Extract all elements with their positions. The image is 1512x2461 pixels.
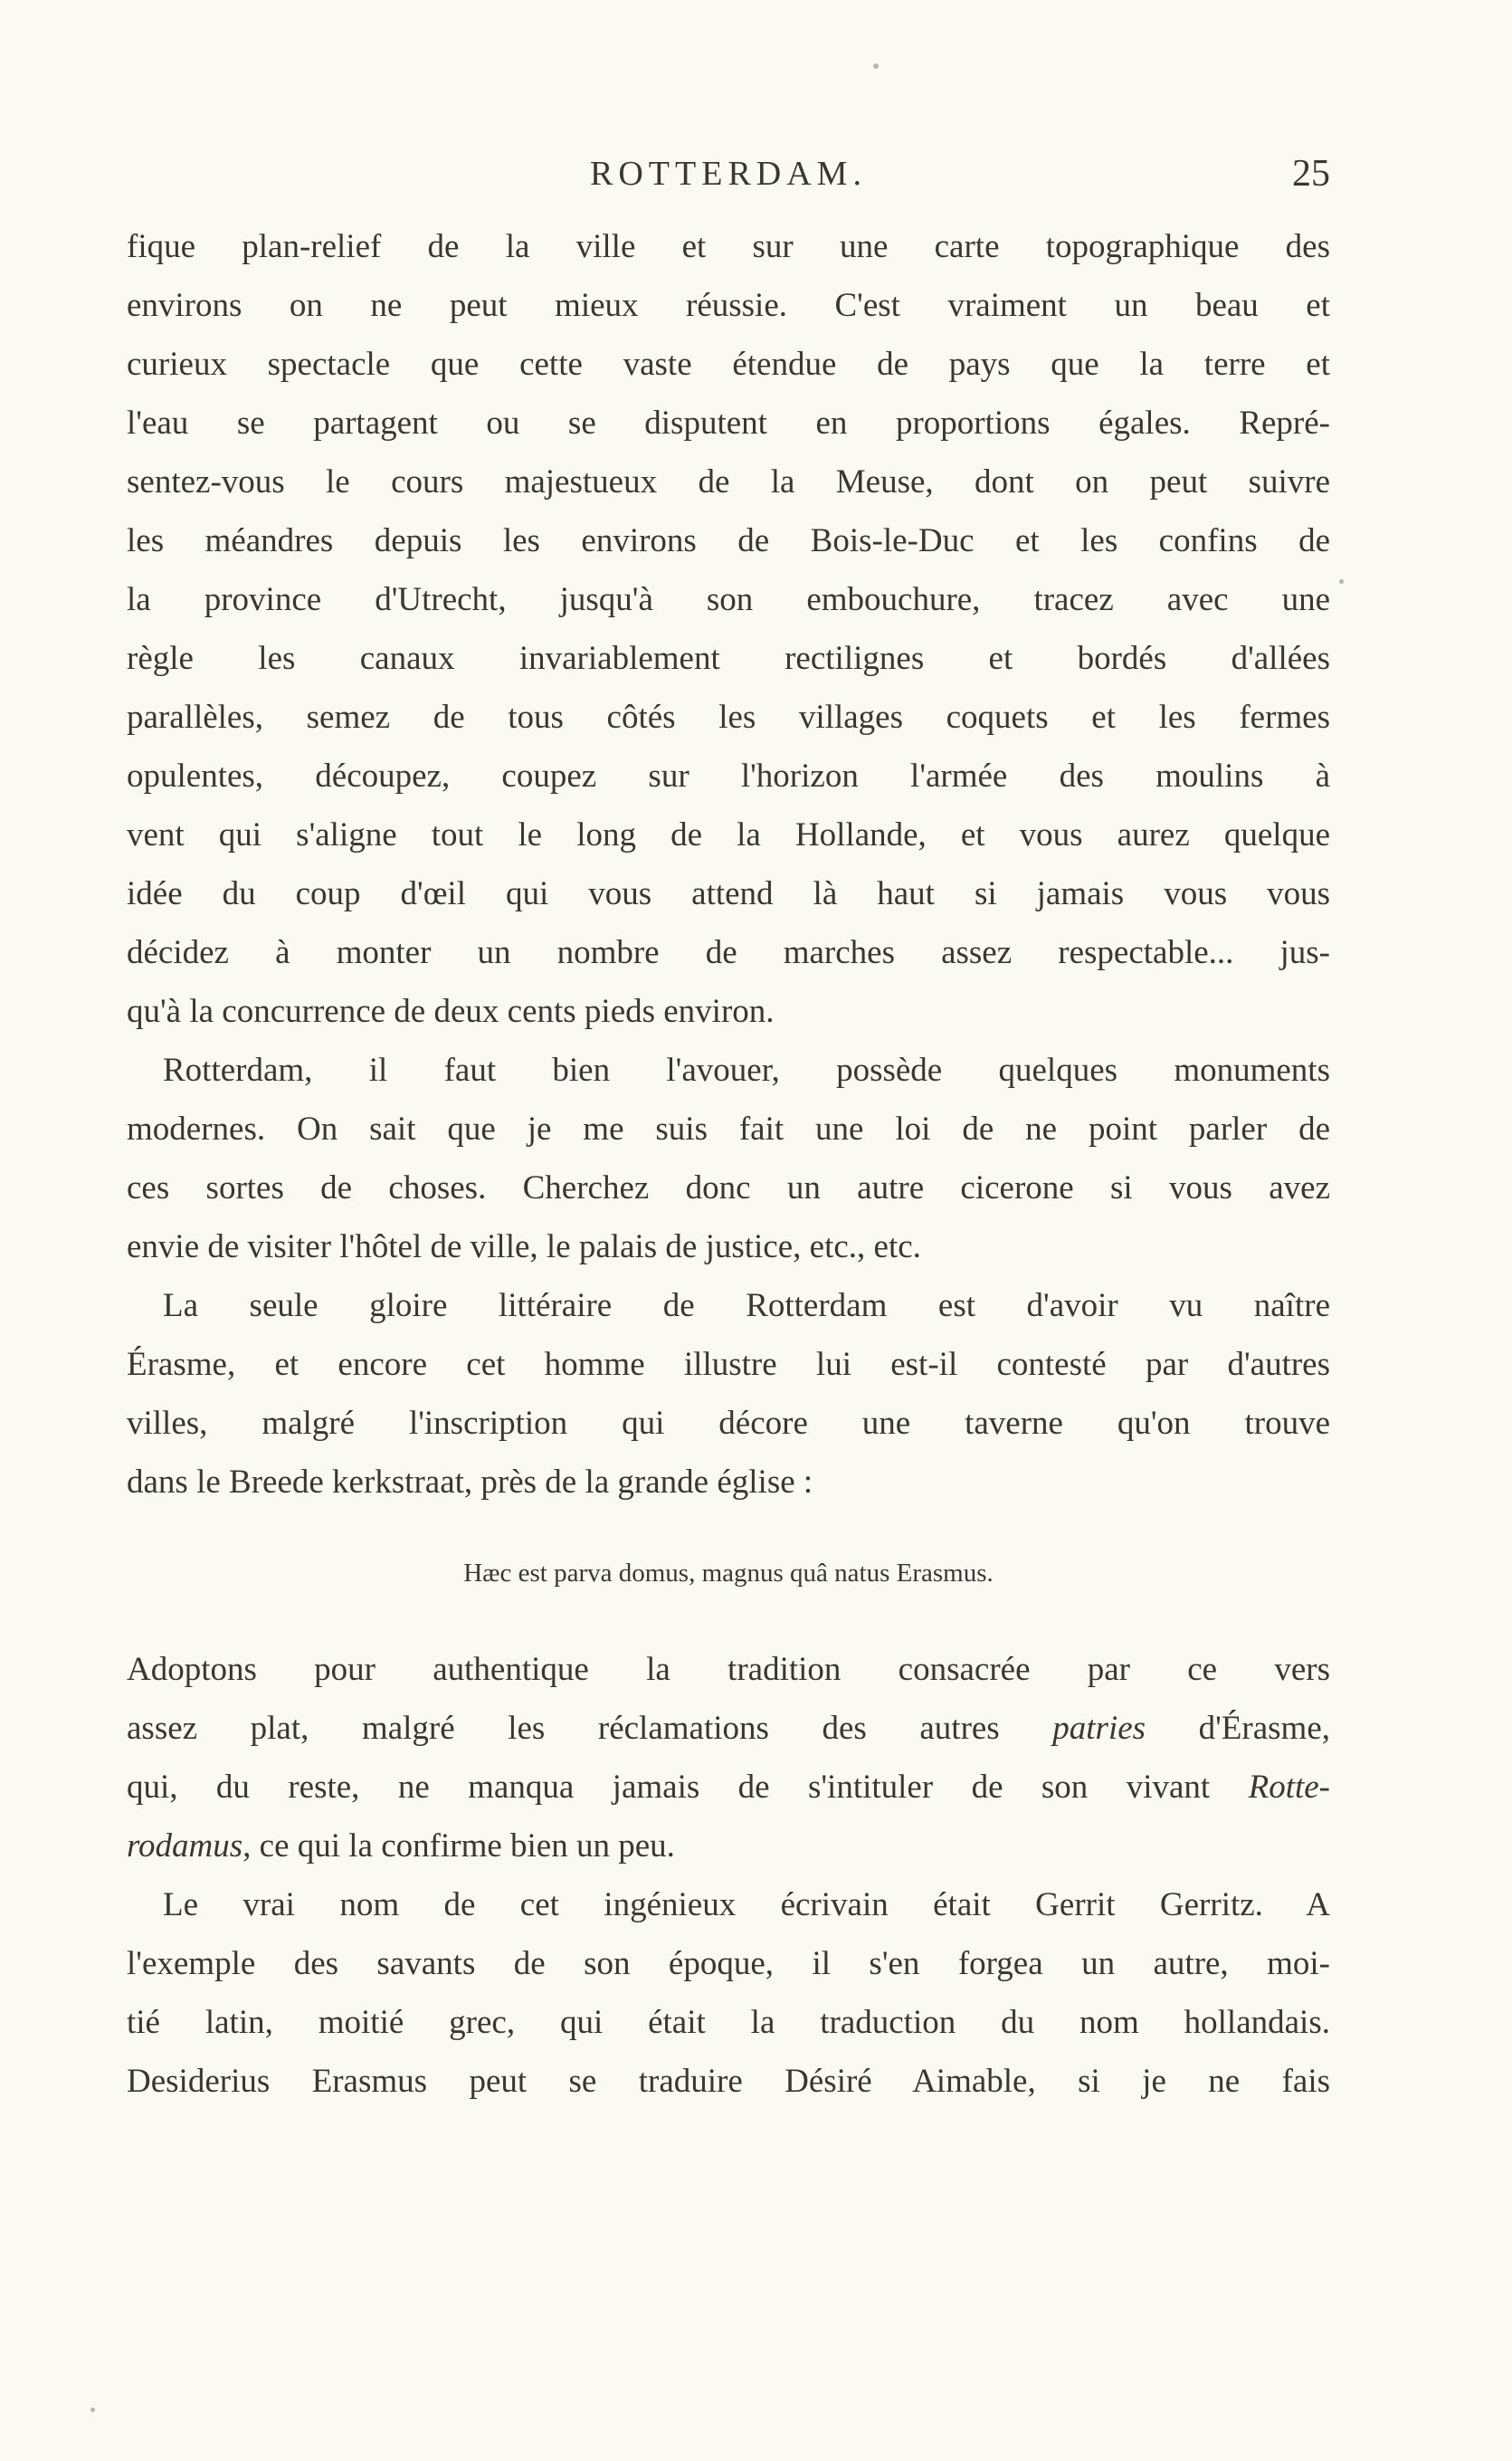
paragraph-4 — [127, 1640, 1330, 1875]
running-head — [127, 152, 1330, 206]
italic-word: Rotte- — [1248, 1769, 1330, 1806]
text-line: Le vrai nom de cet ingénieux écrivain était Gerrit Gerritz. A — [163, 1886, 1330, 1923]
text-line: Desiderius Erasmus peut se traduire Désiré Aimable, si je ne fais — [127, 2063, 1330, 2100]
text-line: envie de visiter l'hôtel de ville, le palais de justice, etc., etc. — [127, 1228, 921, 1265]
text-line: sentez-vous le cours majestueux de la Meuse, dont on peut suivre — [127, 463, 1330, 501]
text-span: d'Érasme, — [1146, 1710, 1330, 1747]
text-line: opulentes, découpez, coupez sur l'horizon l'armée des moulins à — [127, 758, 1330, 795]
paper-speck — [873, 63, 879, 69]
paper-speck — [1339, 579, 1344, 584]
text-line: curieux spectacle que cette vaste étendue de pays que la terre et — [127, 346, 1330, 383]
text-line — [127, 1699, 1330, 1758]
text-line: la province d'Utrecht, jusqu'à son embouchure, tracez avec une — [127, 581, 1330, 618]
text-line: fique plan-relief de la ville et sur une carte topographique des — [127, 228, 1330, 265]
paragraph-2 — [127, 1041, 1330, 1276]
text-line: vent qui s'aligne tout le long de la Hollande, et vous aurez quelque — [127, 816, 1330, 854]
text-line: les méandres depuis les environs de Bois-le-Duc et les confins de — [127, 522, 1330, 559]
body-text — [127, 217, 1330, 2111]
text-line: ces sortes de choses. Cherchez donc un autre cicerone si vous avez — [127, 1169, 1330, 1207]
text-line: villes, malgré l'inscription qui décore une taverne qu'on trouve — [127, 1405, 1330, 1442]
paper-speck — [90, 2408, 95, 2412]
text-line: Adoptons pour authentique la tradition consacrée par ce vers — [127, 1651, 1330, 1688]
running-head-title: ROTTERDAM. — [590, 155, 867, 193]
paragraph-3 — [127, 1276, 1330, 1512]
italic-word: rodamus, — [127, 1827, 252, 1865]
text-line: Rotterdam, il faut bien l'avouer, possède quelques monuments — [163, 1052, 1330, 1089]
text-span: ce qui la confirme bien un peu. — [251, 1827, 675, 1865]
paragraph-1 — [127, 217, 1330, 1041]
text-line: qu'à la concurrence de deux cents pieds environ. — [127, 993, 775, 1030]
text-line: environs on ne peut mieux réussie. C'est vraiment un beau et — [127, 287, 1330, 324]
latin-inscription: Hæc est parva domus, magnus quâ natus Erasmus. — [463, 1559, 994, 1588]
text-line: dans le Breede kerkstraat, près de la grande église : — [127, 1464, 813, 1501]
text-span: qui, du reste, ne manqua jamais de s'intituler de son vivant — [127, 1769, 1249, 1806]
text-line: La seule gloire littéraire de Rotterdam est d'avoir vu naître — [163, 1287, 1330, 1324]
text-line: règle les canaux invariablement rectilignes et bordés d'allées — [127, 640, 1330, 677]
text-line — [127, 1758, 1330, 1817]
text-line — [127, 1817, 1330, 1875]
text-line: modernes. On sait que je me suis fait une loi de ne point parler de — [127, 1111, 1330, 1148]
text-line: l'exemple des savants de son époque, il s'en forgea un autre, moi- — [127, 1945, 1330, 1982]
text-line: tié latin, moitié grec, qui était la traduction du nom hollandais. — [127, 2004, 1330, 2041]
text-line: Érasme, et encore cet homme illustre lui est-il contesté par d'autres — [127, 1346, 1330, 1383]
page-number: 25 — [1292, 153, 1330, 195]
text-line: parallèles, semez de tous côtés les villages coquets et les fermes — [127, 699, 1330, 736]
text-span: assez plat, malgré les réclamations des autres — [127, 1710, 1053, 1747]
text-line: décidez à monter un nombre de marches assez respectable... jus- — [127, 934, 1330, 971]
text-line: idée du coup d'œil qui vous attend là haut si jamais vous vous — [127, 875, 1330, 912]
text-line: l'eau se partagent ou se disputent en proportions égales. Repré- — [127, 405, 1330, 442]
paragraph-5 — [127, 1875, 1330, 2111]
italic-word: patries — [1052, 1710, 1146, 1747]
